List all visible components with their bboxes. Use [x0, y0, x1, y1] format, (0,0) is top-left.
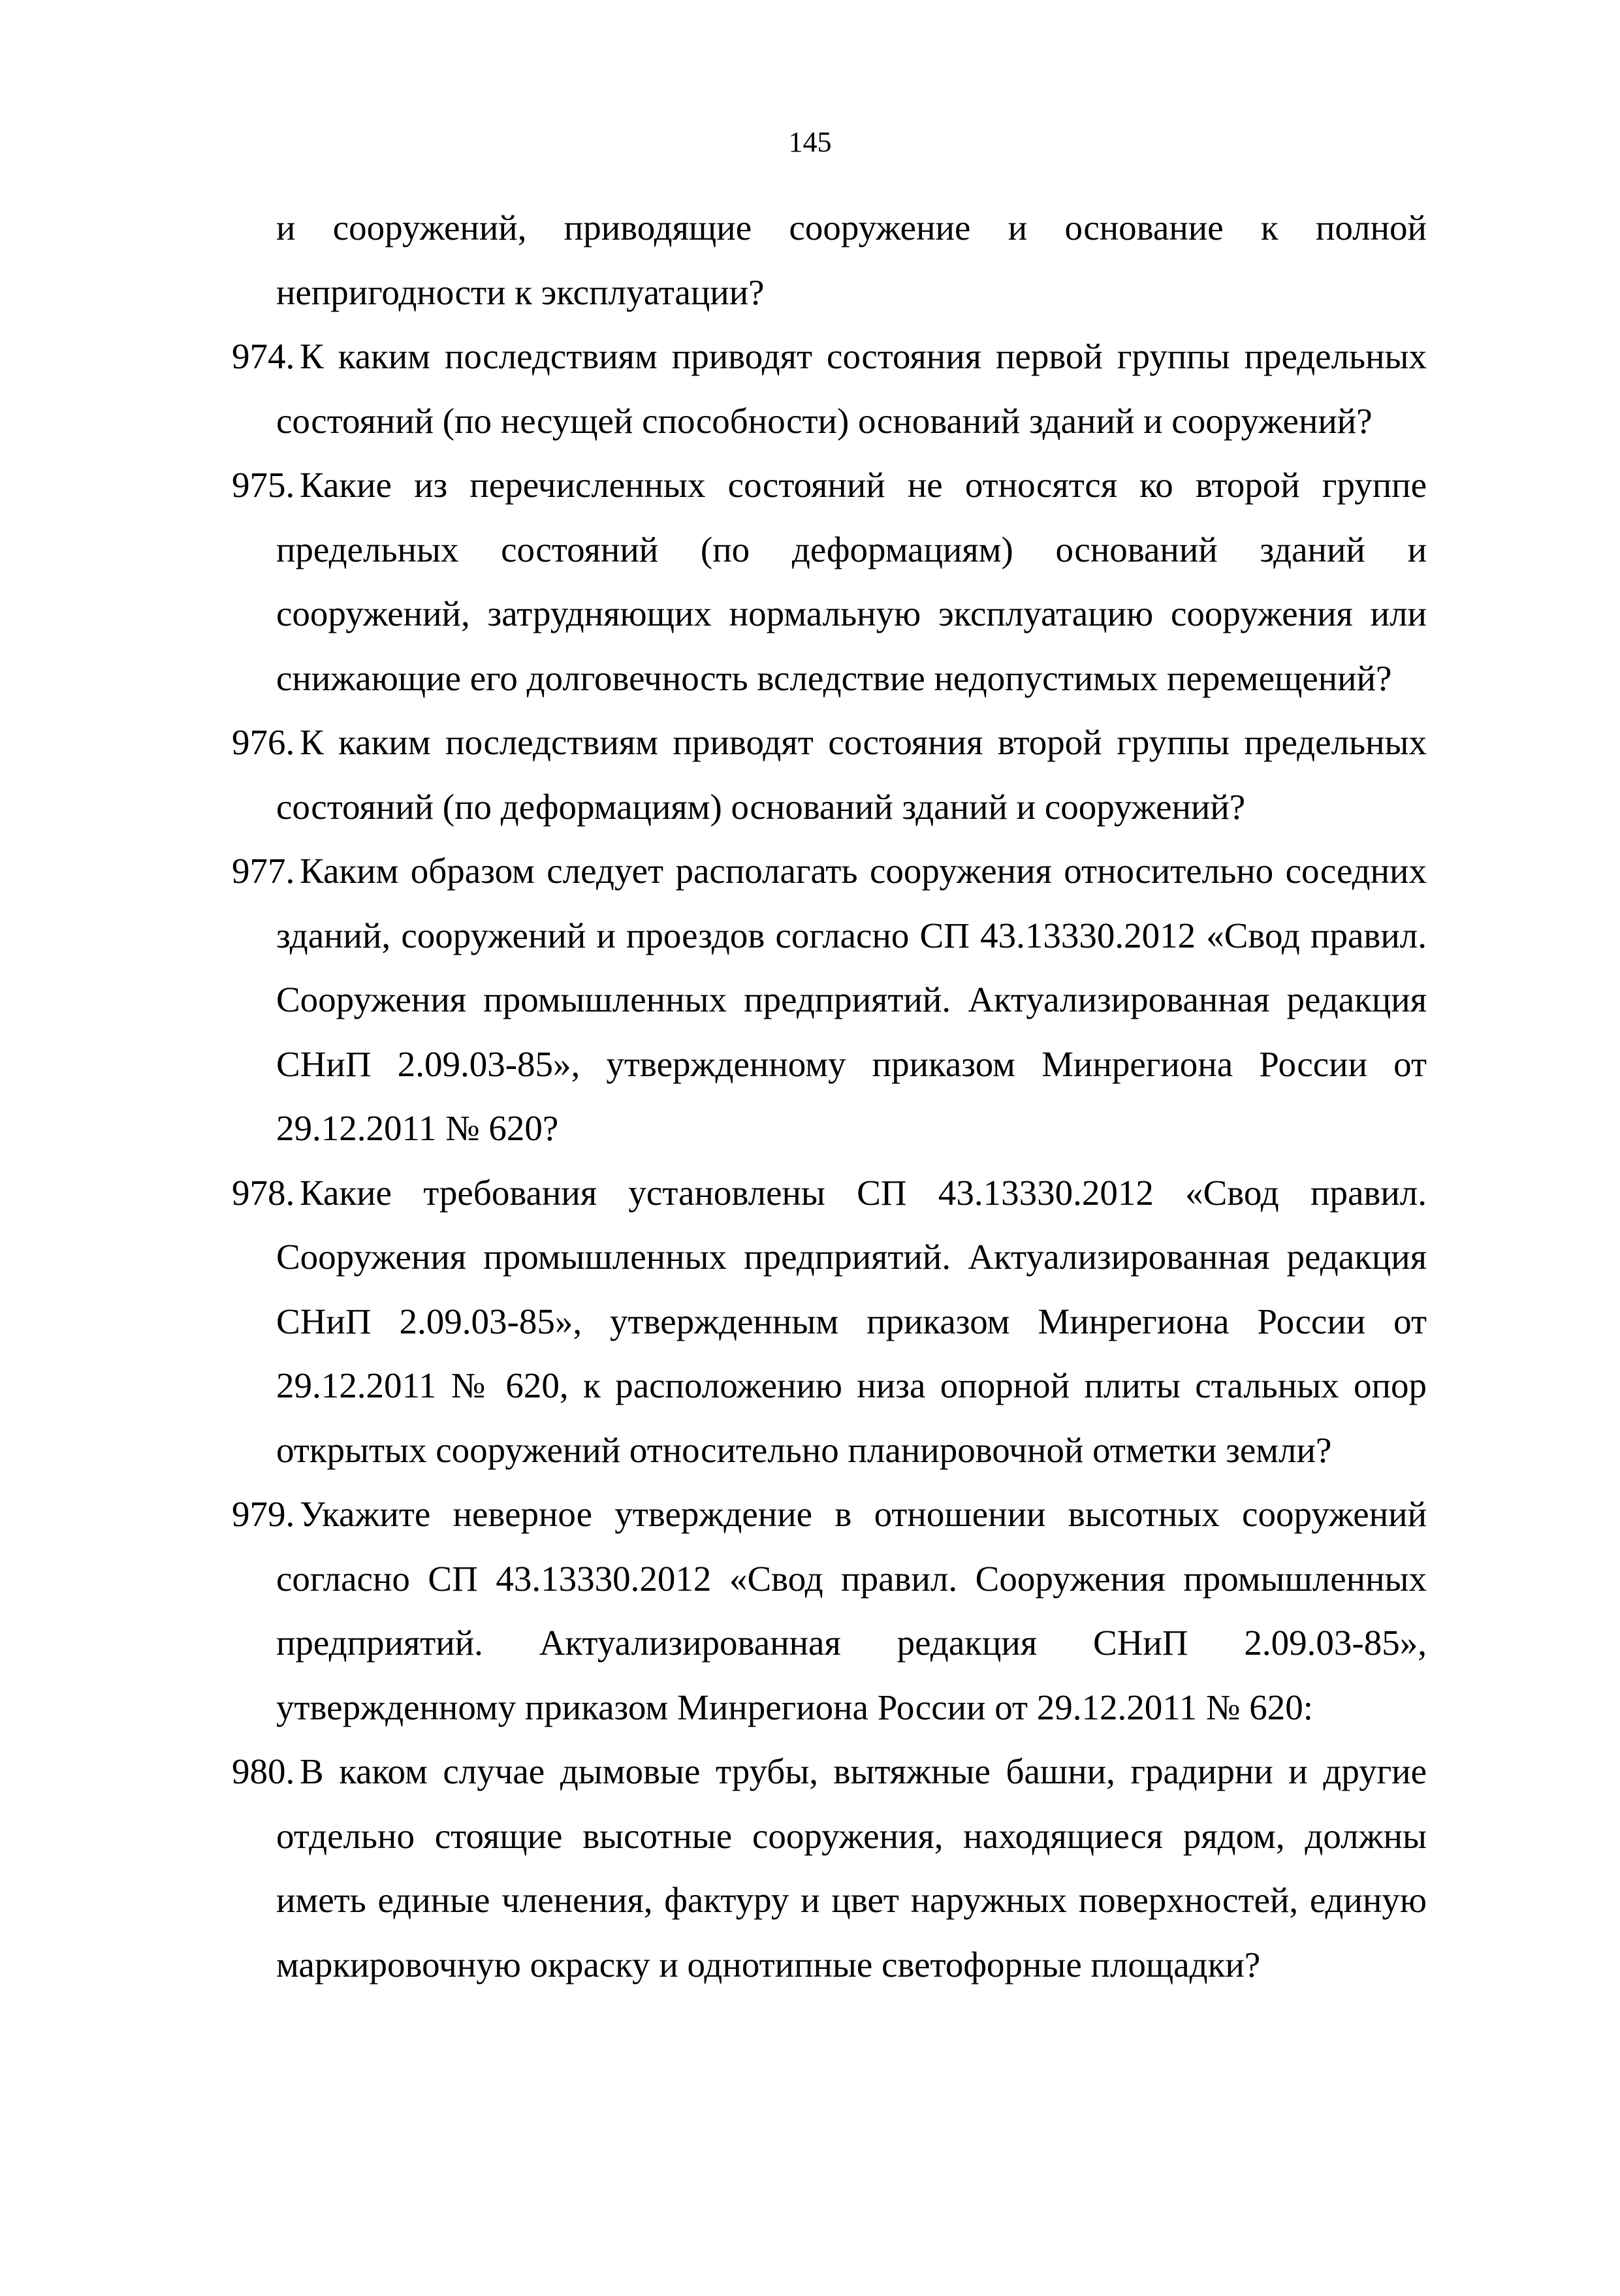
question-text: Укажите неверное утверждение в отношении высотных сооружений согласно СП 43.13330.2012 «Свод правил. Сооружения промышленных предприятий. Актуализированная редакция СНиП 2.09.03-85», утвержденному приказом Минрегиона России от 29.12.2011 № 620:: [276, 1494, 1427, 1727]
question-text: К каким последствиям приводят состояния первой группы предельных состояний (по несущей способности) оснований зданий и сооружений?: [276, 336, 1427, 441]
question-976: [232, 710, 1427, 839]
question-979: [232, 1482, 1427, 1740]
question-number: 979.: [232, 1494, 295, 1534]
question-974: [232, 325, 1427, 453]
continuation-paragraph: и сооружений, приводящие сооружение и основание к полной непригодности к эксплуатации?: [276, 208, 1427, 312]
question-977: [232, 839, 1427, 1161]
page-number: 145: [788, 126, 832, 158]
document-body: [232, 196, 1427, 1997]
question-text: Какие из перечисленных состояний не относятся ко второй группе предельных состояний (по деформациям) оснований зданий и сооружений, затрудняющих нормальную эксплуатацию сооружения или снижающие его долговечность вследствие недопустимых перемещений?: [276, 465, 1427, 698]
question-number: 976.: [232, 722, 295, 762]
question-number: 977.: [232, 851, 295, 891]
question-text: В каком случае дымовые трубы, вытяжные башни, градирни и другие отдельно стоящие высотные сооружения, находящиеся рядом, должны иметь единые членения, фактуру и цвет наружных поверхностей, единую маркировочную окраску и однотипные светофорные площадки?: [276, 1751, 1427, 1985]
question-text: К каким последствиям приводят состояния второй группы предельных состояний (по деформациям) оснований зданий и сооружений?: [276, 722, 1427, 827]
question-number: 974.: [232, 336, 295, 376]
question-text: Какие требования установлены СП 43.13330.2012 «Свод правил. Сооружения промышленных предприятий. Актуализированная редакция СНиП 2.09.03-85», утвержденным приказом Минрегиона России от 29.12.2011 № 620, к расположению низа опорной плиты стальных опор открытых сооружений относительно планировочной отметки земли?: [276, 1172, 1427, 1470]
question-text: Каким образом следует располагать сооружения относительно соседних зданий, сооружений и проездов согласно СП 43.13330.2012 «Свод правил. Сооружения промышленных предприятий. Актуализированная редакция СНиП 2.09.03-85», утвержденному приказом Минрегиона России от 29.12.2011 № 620?: [276, 851, 1427, 1148]
question-978: [232, 1161, 1427, 1483]
question-975: [232, 453, 1427, 710]
question-number: 975.: [232, 465, 295, 505]
question-number: 980.: [232, 1751, 295, 1791]
question-number: 978.: [232, 1172, 295, 1213]
question-980: [232, 1740, 1427, 1997]
